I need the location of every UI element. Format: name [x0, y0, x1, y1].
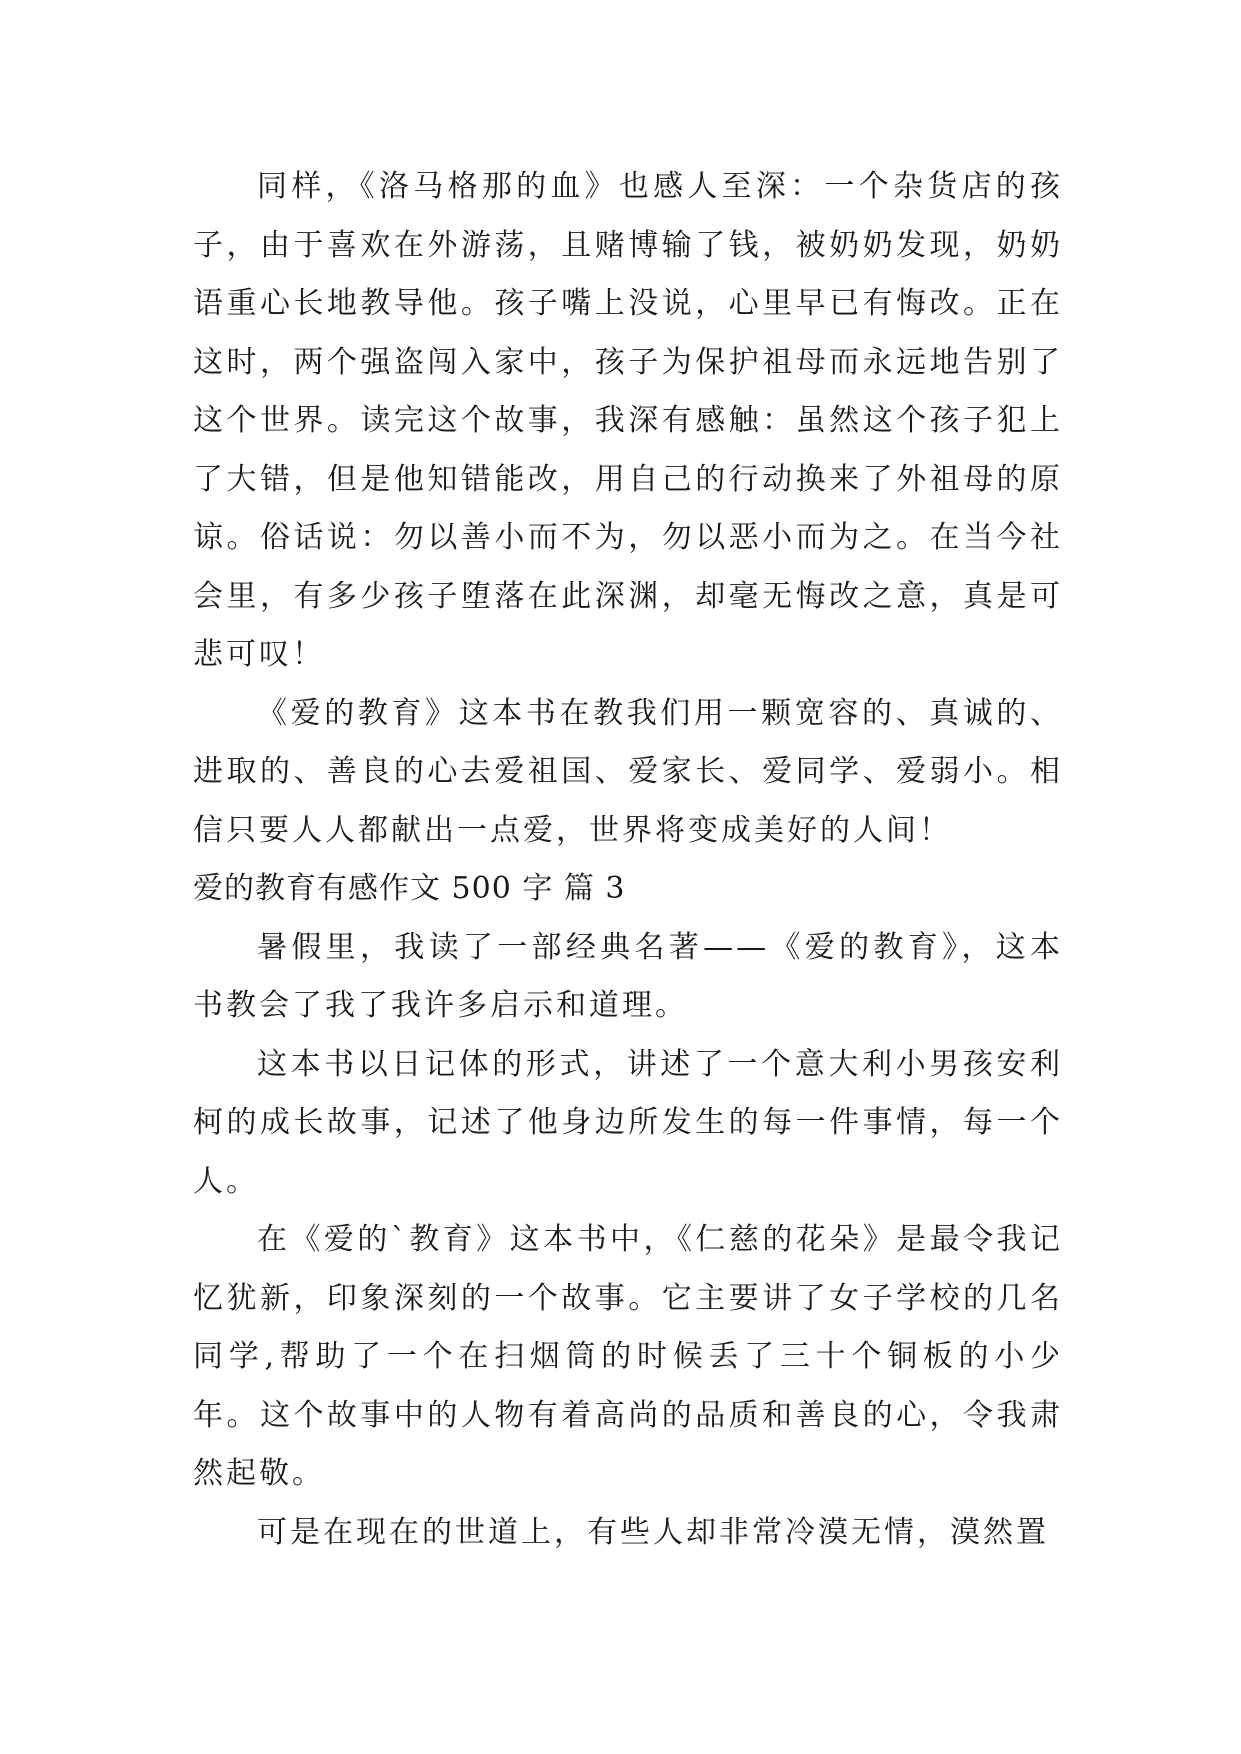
paragraph-book-summary: 《爱的教育》这本书在教我们用一颗宽容的、真诚的、进取的、善良的心去爱祖国、爱家长、爱同学、爱弱小。相信只要人人都献出一点爱，世界将变成美好的人间！: [193, 695, 1063, 848]
section-heading: 爱的教育有感作文 500 字 篇 3: [193, 871, 626, 906]
paragraph-cold-world: 可是在现在的世道上，有些人却非常冷漠无情，漠然置: [257, 1514, 1049, 1550]
paragraph-luomagena: 同样，《洛马格那的血》也感人至深：一个杂货店的孩子，由于喜欢在外游荡，且赌博输了钱，被奶奶发现，奶奶语重心长地教导他。孩子嘴上没说，心里早已有悔改。正在这时，两个强盗闯入家中，孩子为保护祖母而永远地告别了这个世界。读完这个故事，我深有感触：虽然这个孩子犯上了大错，但是他知错能改，用自己的行动换来了外祖母的原谅。俗话说：勿以善小而不为，勿以恶小而为之。在当今社会里，有多少孩子堕落在此深渊，却毫无悔改之意，真是可悲可叹！: [193, 169, 1063, 672]
document-body: [193, 158, 1063, 1562]
paragraph-kind-flowers: 在《爱的`教育》这本书中，《仁慈的花朵》是最令我记忆犹新，印象深刻的一个故事。它主要讲了女子学校的几名同学,帮助了一个在扫烟筒的时候丢了三十个铜板的小少年。这个故事中的人物有着高尚的品质和善良的心，令我肃然起敬。: [193, 1222, 1063, 1491]
paragraph-summer-reading: 暑假里，我读了一部经典名著——《爱的教育》，这本书教会了我了我许多启示和道理。: [193, 929, 1063, 1023]
paragraph-diary-form: 这本书以日记体的形式，讲述了一个意大利小男孩安利柯的成长故事，记述了他身边所发生的每一件事情，每一个人。: [193, 1046, 1063, 1199]
